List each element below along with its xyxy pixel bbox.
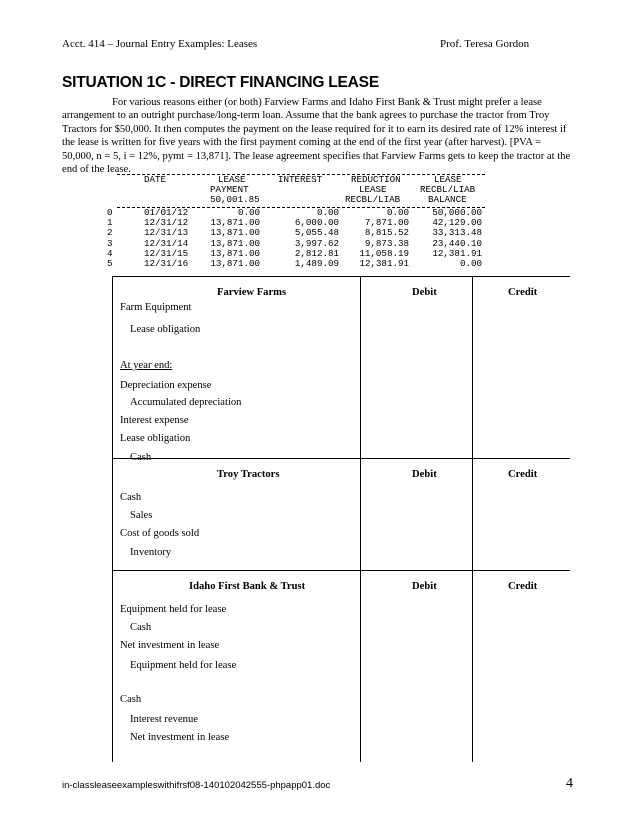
debit-divider	[360, 458, 361, 570]
schedule-cell-date: 12/31/12	[144, 217, 189, 229]
journal-account-line: Interest revenue	[130, 714, 198, 725]
debit-column-header: Debit	[412, 287, 437, 298]
schedule-cell-interest: 5,055.48	[294, 227, 339, 239]
section-top-rule	[112, 458, 570, 459]
schedule-cell-balance: 12,381.91	[432, 247, 482, 259]
col-balance-l1: LEASE	[434, 174, 462, 185]
journal-account-line: Sales	[130, 510, 153, 521]
schedule-cell-interest: 2,812.81	[294, 247, 339, 259]
schedule-cell-payment: 13,871.00	[210, 227, 260, 239]
scenario-paragraph	[62, 96, 572, 176]
journal-account-line: Cash	[120, 492, 142, 503]
schedule-cell-balance: 23,440.10	[432, 237, 482, 249]
credit-divider	[472, 570, 473, 762]
schedule-cell-balance: 50,000.00	[432, 207, 482, 218]
debit-column-header: Debit	[412, 469, 437, 480]
journal-account-line: Farm Equipment	[120, 302, 192, 313]
schedule-cell-reduction: 7,871.00	[364, 217, 409, 229]
section-top-rule	[112, 570, 570, 571]
schedule-body	[0, 208, 638, 270]
journal-entity-name: Farview Farms	[217, 287, 287, 298]
journal-account-line	[120, 360, 172, 371]
col-reduction-l3: RECBL/LIAB	[345, 194, 401, 205]
schedule-cell-payment: 13,871.00	[210, 217, 260, 229]
schedule-cell-date: 12/31/13	[144, 227, 189, 239]
credit-column-header: Credit	[508, 287, 538, 298]
page-number: 4	[566, 776, 573, 791]
journal-account-line: Cash	[130, 622, 152, 633]
header-course: Acct. 414 – Journal Entry Examples: Leases	[62, 38, 258, 50]
schedule-cell-payment: 13,871.00	[210, 247, 260, 259]
schedule-cell-payment: 13,871.00	[210, 258, 260, 269]
section-top-rule	[112, 276, 570, 277]
left-border	[112, 276, 113, 458]
col-date: DATE	[144, 174, 167, 185]
schedule-cell-n: 1	[107, 217, 113, 229]
journal-account-line: Net investment in lease	[120, 640, 220, 651]
schedule-cell-interest: 6,000.00	[294, 217, 339, 229]
debit-divider	[360, 276, 361, 458]
col-payment-l2: PAYMENT	[210, 184, 249, 195]
journal-account-line: Cash	[120, 694, 142, 705]
col-reduction-l1: REDUCTION	[351, 174, 401, 185]
footer-filename: in-classleaseexampleswithifrsf08-140102042555-phpapp01.doc	[62, 780, 331, 791]
schedule-cell-reduction: 0.00	[386, 207, 409, 218]
left-border	[112, 570, 113, 762]
debit-column-header: Debit	[412, 581, 437, 592]
journal-account-line: Equipment held for lease	[130, 660, 237, 671]
journal-account-line: Cash	[130, 452, 152, 463]
page-title: SITUATION 1C - DIRECT FINANCING LEASE	[62, 74, 379, 91]
schedule-cell-interest: 3,997.62	[294, 237, 339, 249]
col-reduction-l2: LEASE	[359, 184, 387, 195]
journal-account-line: Net investment in lease	[130, 732, 230, 743]
schedule-cell-date: 12/31/16	[144, 258, 189, 269]
schedule-cell-balance: 0.00	[459, 258, 482, 269]
schedule-cell-reduction: 8,815.52	[364, 227, 409, 239]
schedule-cell-n: 0	[107, 207, 113, 218]
col-balance-l3: BALANCE	[428, 194, 467, 205]
credit-divider	[472, 276, 473, 458]
journal-account-line: Cost of goods sold	[120, 528, 200, 539]
journal-entity-name: Troy Tractors	[217, 469, 280, 480]
journal-account-line: Depreciation expense	[120, 380, 212, 391]
credit-column-header: Credit	[508, 581, 538, 592]
journal-account-line: Inventory	[130, 547, 172, 558]
schedule-cell-date: 01/01/12	[144, 207, 189, 218]
schedule-cell-reduction: 9,873.38	[364, 237, 409, 249]
schedule-cell-date: 12/31/14	[144, 237, 189, 249]
credit-column-header: Credit	[508, 469, 538, 480]
col-payment-l3: 50,001.85	[210, 194, 260, 205]
schedule-cell-reduction: 12,381.91	[359, 258, 409, 269]
scenario-text: For various reasons either (or both) Farview Farms and Idaho First Bank & Trust might prefer a lease arrangement to an outright purchase/long-term loan. Assume that the bank agrees to purchase the tractor from Troy Tractors for $50,000. It then computes the payment on the lease required for it to earn its desired rate of 12% interest if the lease is written for five years with the first payment coming at the end of the first year (after harvest). [PVA = 50,000, n = 5, i = 12%, pymt = 13,871]. The lease agreement specifies that Farview Farms gets to keep the tractor at the end of the lease.	[62, 97, 571, 176]
col-interest: INTEREST	[278, 174, 323, 185]
header-professor: Prof. Teresa Gordon	[440, 38, 530, 50]
schedule-header	[0, 175, 638, 205]
schedule-cell-n: 4	[107, 247, 113, 259]
left-border	[112, 458, 113, 570]
schedule-cell-balance: 33,313.48	[432, 227, 482, 239]
schedule-cell-reduction: 11,058.19	[359, 247, 409, 259]
schedule-cell-n: 5	[107, 258, 113, 269]
schedule-cell-balance: 42,129.00	[432, 217, 482, 229]
schedule-cell-date: 12/31/15	[144, 247, 189, 259]
subheading-label: At year end:	[120, 360, 173, 371]
schedule-cell-interest: 0.00	[316, 207, 339, 218]
journal-account-line: Accumulated depreciation	[130, 397, 242, 408]
debit-divider	[360, 570, 361, 762]
schedule-cell-interest: 1,489.09	[294, 258, 339, 269]
journal-account-line: Lease obligation	[120, 433, 191, 444]
col-payment-l1: LEASE	[218, 174, 246, 185]
schedule-cell-payment: 0.00	[237, 207, 260, 218]
schedule-cell-n: 2	[107, 227, 113, 239]
journal-account-line: Lease obligation	[130, 324, 201, 335]
journal-entity-name: Idaho First Bank & Trust	[189, 581, 306, 592]
credit-divider	[472, 458, 473, 570]
journal-account-line: Interest expense	[120, 415, 189, 426]
journal-account-line: Equipment held for lease	[120, 604, 227, 615]
schedule-cell-payment: 13,871.00	[210, 237, 260, 249]
schedule-cell-n: 3	[107, 237, 113, 249]
col-balance-l2: RECBL/LIAB	[420, 184, 476, 195]
